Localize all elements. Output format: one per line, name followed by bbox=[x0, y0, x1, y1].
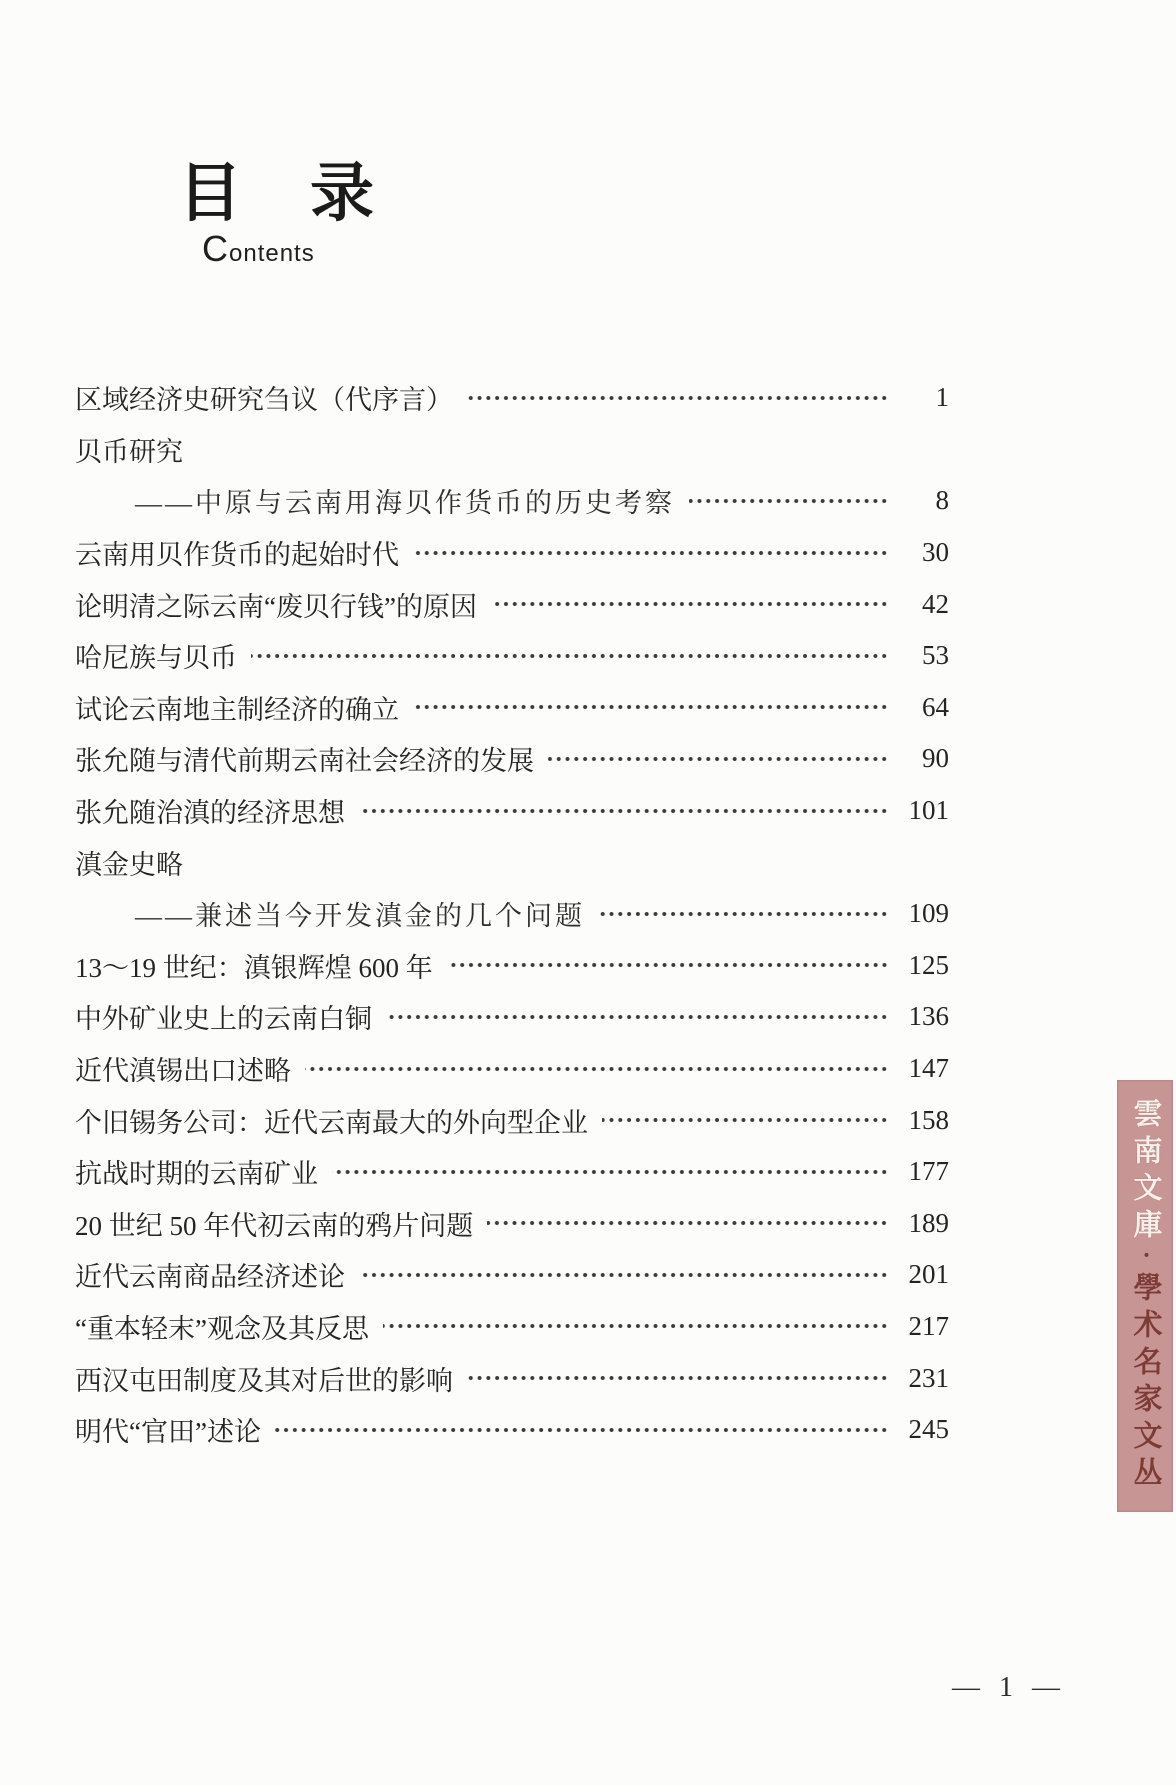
entry-title: 13～19 世纪：滇银辉煌 600 年 bbox=[75, 952, 433, 983]
toc-entry bbox=[75, 1404, 949, 1456]
toc-entry bbox=[75, 682, 949, 734]
dot-leader bbox=[413, 549, 889, 557]
toc-entry bbox=[75, 836, 949, 888]
entry-title: 个旧锡务公司：近代云南最大的外向型企业 bbox=[75, 1107, 588, 1138]
entry-title: 贝币研究 bbox=[75, 436, 183, 467]
dot-leader bbox=[359, 807, 889, 815]
toc-entry bbox=[75, 785, 949, 837]
entry-title: 中外矿业史上的云南白铜 bbox=[75, 1004, 372, 1035]
dot-leader bbox=[491, 600, 889, 608]
toc-entry bbox=[75, 475, 949, 527]
dot-leader bbox=[275, 1426, 889, 1434]
entry-title: 张允随治滇的经济思想 bbox=[75, 798, 345, 829]
series-name: 雲南文庫 bbox=[1129, 1098, 1162, 1246]
toc-entry bbox=[75, 424, 949, 476]
entry-title: 论明清之际云南“废贝行钱”的原因 bbox=[75, 591, 477, 622]
entry-title: “重本轻末”观念及其反思 bbox=[75, 1313, 369, 1344]
toc-entry bbox=[75, 733, 949, 785]
series-subname: 學术名家文丛 bbox=[1129, 1272, 1162, 1494]
entry-page-number: 136 bbox=[908, 1001, 949, 1032]
entry-title: ——中原与云南用海贝作货币的历史考察 bbox=[135, 488, 675, 519]
entry-page-number: 109 bbox=[908, 898, 949, 929]
toc-entry bbox=[75, 888, 949, 940]
dot-leader bbox=[467, 1374, 889, 1382]
toc-entry bbox=[75, 1249, 949, 1301]
dot-leader bbox=[602, 1116, 889, 1124]
entry-title: 云南用贝作货币的起始时代 bbox=[75, 540, 399, 571]
entry-page-number: 42 bbox=[922, 588, 949, 619]
entry-title: 近代滇锡出口述略 bbox=[75, 1056, 291, 1087]
entry-page-number: 125 bbox=[908, 949, 949, 980]
dot-leader bbox=[599, 910, 889, 918]
entry-page-number: 189 bbox=[908, 1207, 949, 1238]
entry-page-number: 177 bbox=[908, 1156, 949, 1187]
toc-entry bbox=[75, 1301, 949, 1353]
subtitle-rest: ontents bbox=[229, 240, 315, 268]
dot-leader bbox=[447, 961, 889, 969]
toc-entry bbox=[75, 578, 949, 630]
title-block bbox=[178, 157, 376, 270]
entry-title: 试论云南地主制经济的确立 bbox=[75, 694, 399, 725]
dot-leader bbox=[689, 497, 889, 505]
entry-page-number: 217 bbox=[908, 1310, 949, 1341]
entry-title: 区域经济史研究刍议（代序言） bbox=[75, 385, 453, 416]
toc-entry bbox=[75, 1043, 949, 1095]
entry-title: 张允随与清代前期云南社会经济的发展 bbox=[75, 746, 534, 777]
toc-entry bbox=[75, 1094, 949, 1146]
entry-title: 西汉屯田制度及其对后世的影响 bbox=[75, 1365, 453, 1396]
entry-title: ——兼述当今开发滇金的几个问题 bbox=[135, 901, 585, 932]
toc-entry bbox=[75, 1352, 949, 1404]
entry-page-number: 90 bbox=[922, 743, 949, 774]
page-subtitle bbox=[202, 228, 376, 270]
toc-entry bbox=[75, 1198, 949, 1250]
dot-leader bbox=[548, 755, 889, 763]
entry-page-number: 64 bbox=[922, 691, 949, 722]
entry-page-number: 53 bbox=[922, 640, 949, 671]
series-strip-text bbox=[1131, 1098, 1160, 1512]
page-folio: — 1 — bbox=[952, 1672, 1066, 1703]
dot-leader bbox=[487, 1219, 889, 1227]
series-separator: ・ bbox=[1135, 1246, 1156, 1272]
toc-entry bbox=[75, 1146, 949, 1198]
toc-entry bbox=[75, 630, 949, 682]
entry-title: 抗战时期的云南矿业 bbox=[75, 1159, 318, 1190]
entry-page-number: 30 bbox=[922, 537, 949, 568]
subtitle-initial: C bbox=[202, 228, 229, 270]
toc-entry bbox=[75, 527, 949, 579]
toc-list bbox=[75, 372, 949, 1455]
entry-page-number: 1 bbox=[935, 382, 949, 413]
dot-leader bbox=[251, 652, 889, 660]
entry-title: 滇金史略 bbox=[75, 849, 183, 880]
entry-page-number: 201 bbox=[908, 1259, 949, 1290]
dot-leader bbox=[413, 703, 889, 711]
entry-title: 近代云南商品经济述论 bbox=[75, 1262, 345, 1293]
toc-entry bbox=[75, 991, 949, 1043]
toc-entry bbox=[75, 940, 949, 992]
entry-title: 20 世纪 50 年代初云南的鸦片问题 bbox=[75, 1210, 474, 1241]
entry-page-number: 231 bbox=[908, 1362, 949, 1393]
dot-leader bbox=[383, 1322, 889, 1330]
dot-leader bbox=[386, 1013, 889, 1021]
entry-title: 明代“官田”述论 bbox=[75, 1417, 261, 1448]
dot-leader bbox=[305, 1065, 889, 1073]
page-title: 目 录 bbox=[178, 157, 376, 229]
entry-page-number: 101 bbox=[908, 795, 949, 826]
entry-page-number: 8 bbox=[935, 485, 949, 516]
entry-page-number: 158 bbox=[908, 1104, 949, 1135]
entry-page-number: 245 bbox=[908, 1414, 949, 1445]
dot-leader bbox=[359, 1271, 889, 1279]
series-strip bbox=[1117, 1080, 1173, 1512]
toc-entry bbox=[75, 372, 949, 424]
entry-title: 哈尼族与贝币 bbox=[75, 643, 237, 674]
dot-leader bbox=[467, 394, 889, 402]
dot-leader bbox=[332, 1168, 889, 1176]
entry-page-number: 147 bbox=[908, 1053, 949, 1084]
